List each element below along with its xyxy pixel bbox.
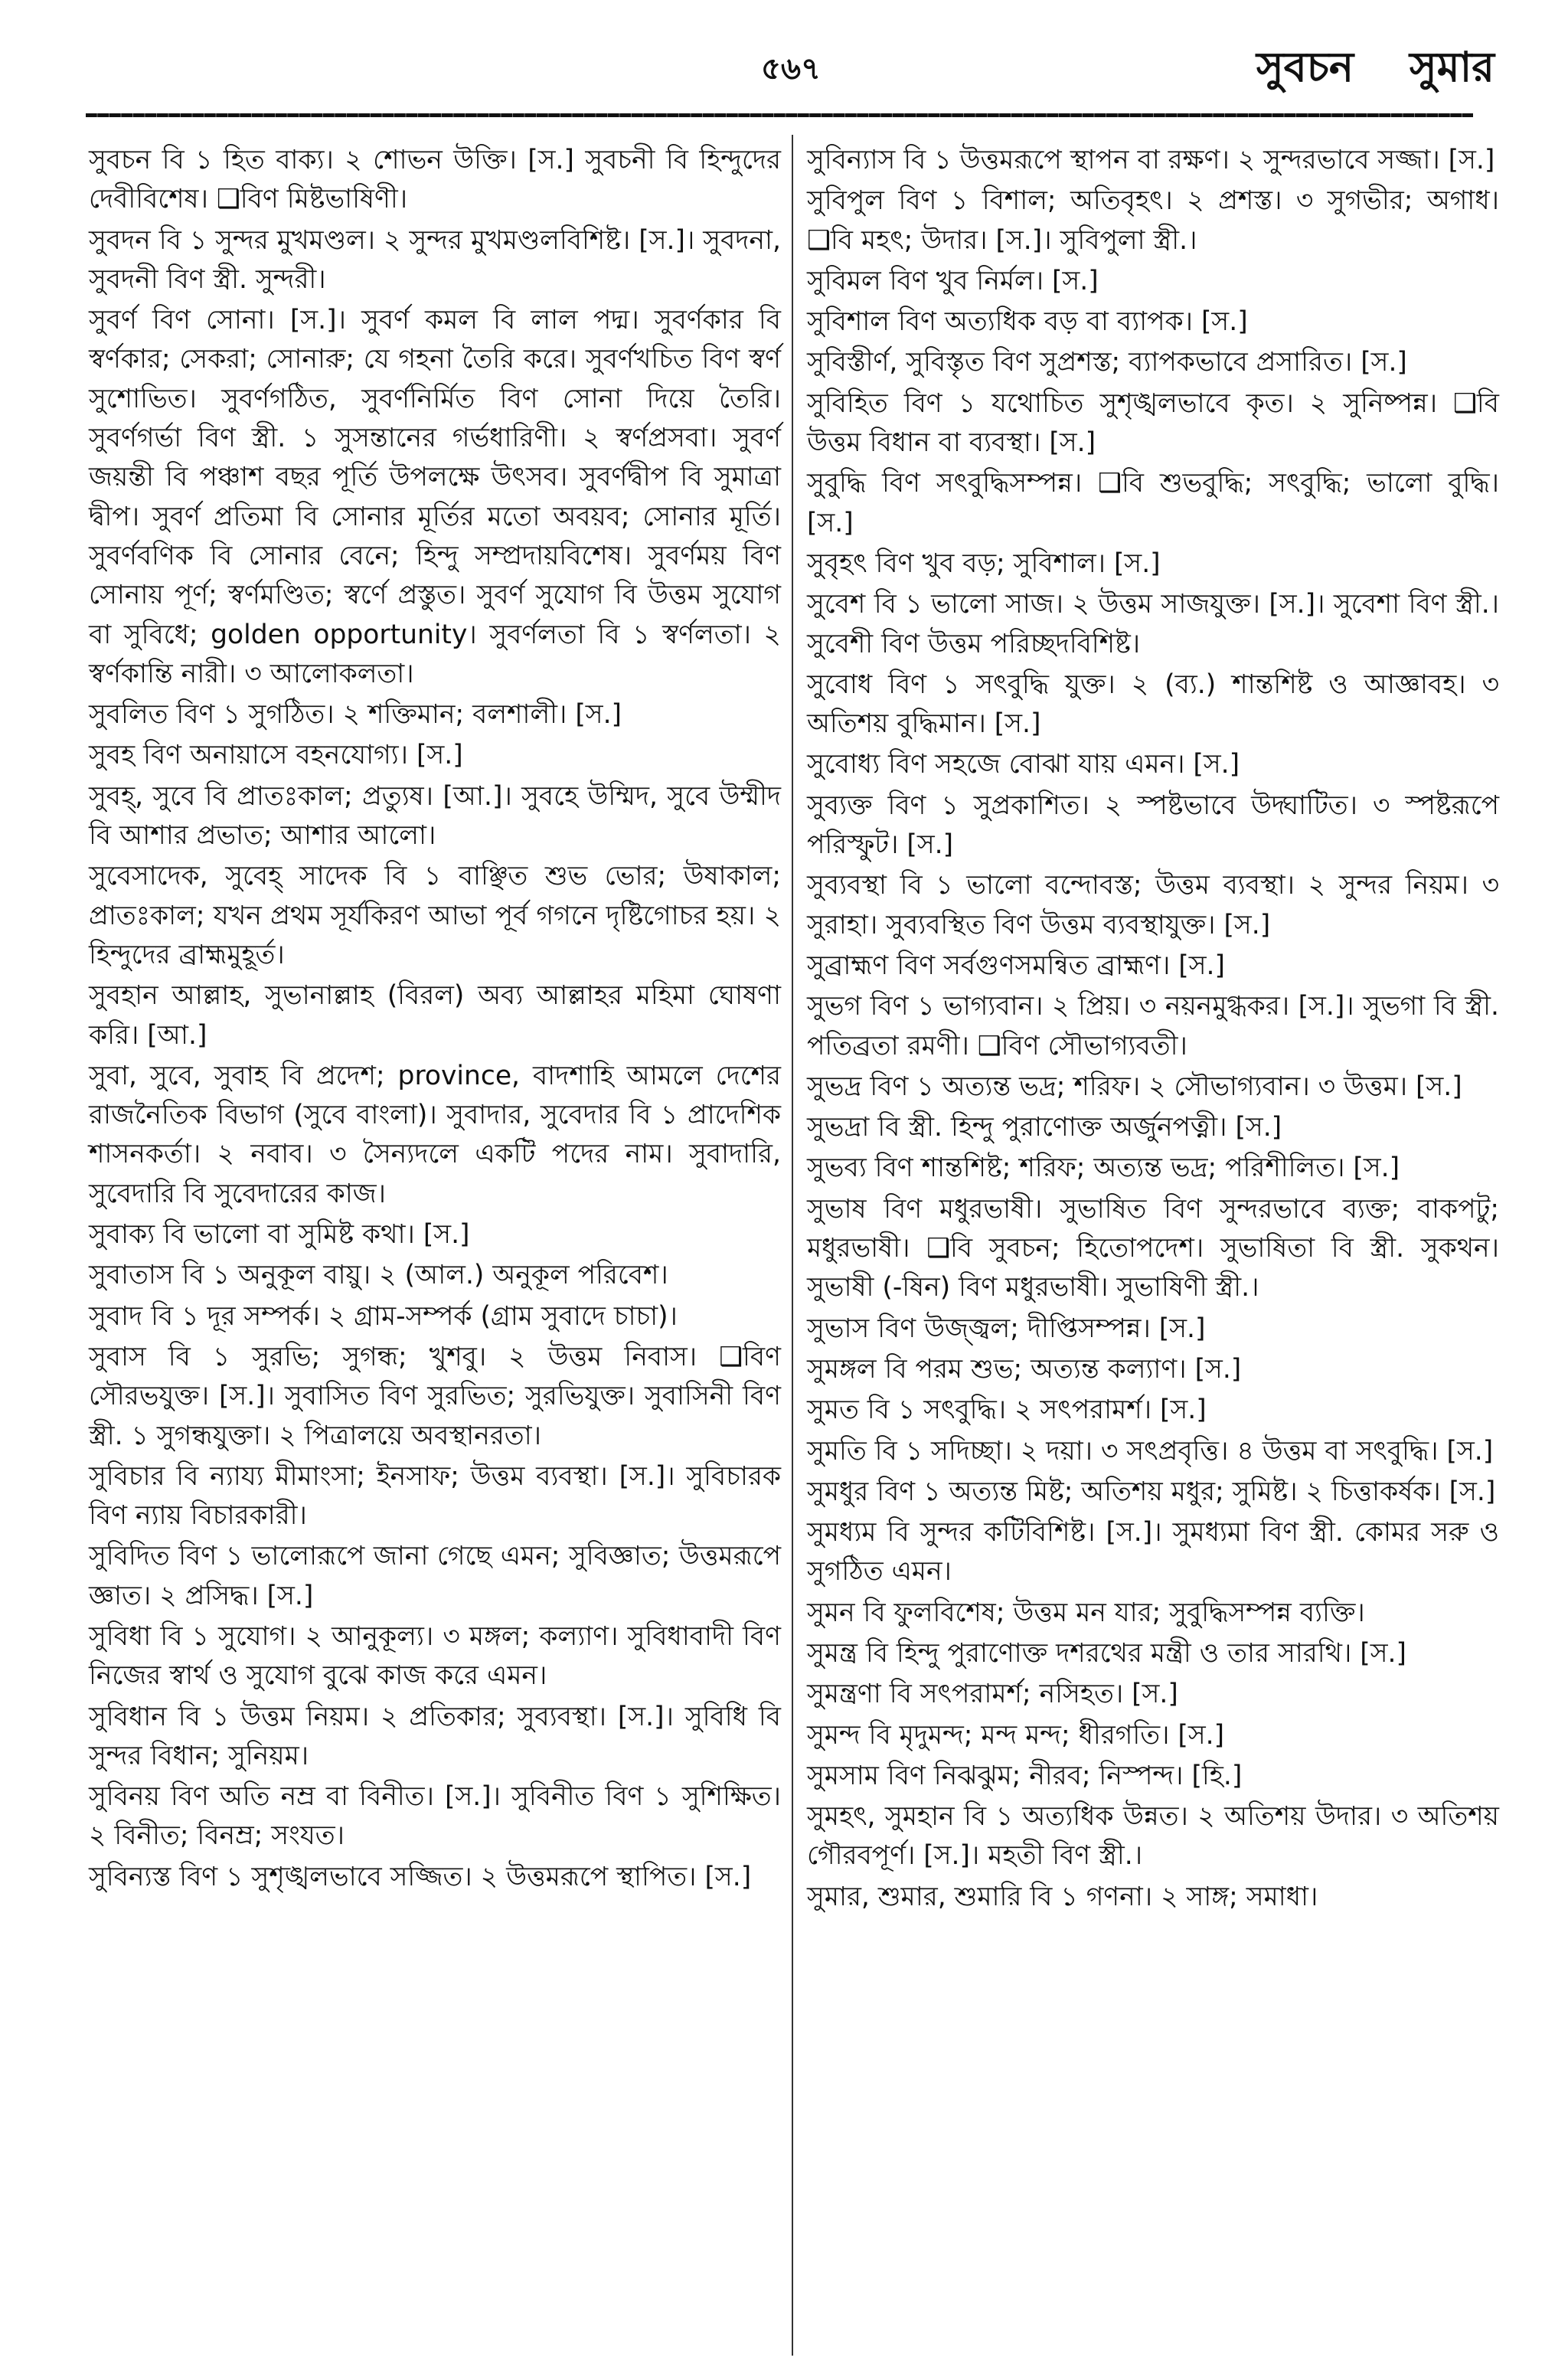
entry-text: সুবহ বিণ অনায়াসে বহনযোগ্য। [স.] <box>89 740 463 771</box>
entry-text: সুবাক্য বি ভালো বা সুমিষ্ট কথা। [স.] <box>89 1219 470 1251</box>
dictionary-entry <box>807 585 1499 664</box>
dictionary-entry <box>89 141 781 220</box>
entry-text: সুবেসাদেক, সুবেহ্ সাদেক বি ১ বাঞ্ছিত শুভ ভোর; উষাকাল; প্রাতঃকাল; যখন প্রথম সূর্যকিরণ আভা পূর্ব গগনে দৃষ্টিগোচর হয়। ২ হিন্দুদের ব্রাহ্মমুহূর্ত। <box>89 861 781 970</box>
entry-text: সুমধ্যম বি সুন্দর কটিবিশিষ্ট। [স.]। সুমধ্যমা বিণ স্ত্রী. কোমর সরু ও সুগঠিত এমন। <box>807 1517 1499 1588</box>
dictionary-entry <box>807 1473 1499 1512</box>
dictionary-entry <box>807 1594 1499 1633</box>
dictionary-entry <box>807 1432 1499 1471</box>
entry-text: সুবহান আল্লাহ, সুভানাল্লাহ (বিরল) অব্য আল্লাহর মহিমা ঘোষণা করি। [আ.] <box>89 980 781 1051</box>
entry-text: সুবাস বি ১ সুরভি; সুগন্ধ; খুশবু। ২ উত্তম নিবাস। ❑বিণ সৌরভযুক্ত। [স.]। সুবাসিত বিণ সুরভিত; সুরভিযুক্ত। সুবাসিনী বিণ স্ত্রী. ১ সুগন্ধযুক্তা। ২ পিত্রালয়ে অবস্থানরতা। <box>89 1341 781 1451</box>
entry-text: সুমন্দ বি মৃদুমন্দ; মন্দ মন্দ; ধীরগতি। [স.] <box>807 1719 1225 1751</box>
dictionary-entry <box>807 181 1499 260</box>
dictionary-entry <box>807 1513 1499 1592</box>
column-divider <box>792 135 793 2356</box>
entry-text: সুব্যক্ত বিণ ১ সুপ্রকাশিত। ২ স্পষ্টভাবে উদ্ঘাটিত। ৩ স্পষ্টরূপে পরিস্ফুট। [স.] <box>807 790 1499 861</box>
dictionary-entry <box>807 1391 1499 1430</box>
entry-text: সুবৃহৎ বিণ খুব বড়; সুবিশাল। [স.] <box>807 548 1161 579</box>
entry-text: সুমহৎ, সুমহান বি ১ অত্যধিক উন্নত। ২ অতিশয় উদার। ৩ অতিশয় গৌরবপূর্ণ। [স.]। মহতী বিণ স্ত্রী.। <box>807 1801 1499 1872</box>
dictionary-entry <box>807 665 1499 744</box>
entry-text: সুমন্ত্রণা বি সৎপরামর্শ; নসিহত। [স.] <box>807 1679 1178 1710</box>
entry-text: সুবহ্, সুবে বি প্রাতঃকাল; প্রত্যুষ। [আ.]। সুবহে উম্মিদ, সুবে উম্মীদ বি আশার প্রভাত; আশার আলো। <box>89 780 781 852</box>
entry-text: সুবিশাল বিণ অত্যধিক বড় বা ব্যাপক। [স.] <box>807 306 1248 338</box>
entry-text: সুবিমল বিণ খুব নির্মল। [স.] <box>807 265 1099 296</box>
dictionary-entry <box>89 695 781 734</box>
dictionary-entry <box>89 1338 781 1456</box>
dictionary-entry <box>807 1757 1499 1796</box>
entry-text: সুভগ বিণ ১ ভাগ্যবান। ২ প্রিয়। ৩ নয়নমুগ্ধকর। [স.]। সুভগা বি স্ত্রী. পতিব্রতা রমণী। ❑বিণ সৌভাগ্যবতী। <box>807 991 1499 1061</box>
entry-text: সুভাষ বিণ মধুরভাষী। সুভাষিত বিণ সুন্দরভাবে ব্যক্ত; বাকপটু; মধুরভাষী। ❑বি সুবচন; হিতোপদেশ। সুভাষিতা বি স্ত্রী. সুকথন। সুভাষী (-ষিন) বিণ মধুরভাষী। সুভাষিণী স্ত্রী.। <box>807 1193 1499 1303</box>
header-rule <box>86 113 1473 117</box>
entry-text: সুমসাম বিণ নিঝঝুম; নীরব; নিস্পন্দ। [হি.] <box>807 1760 1243 1791</box>
entry-text: সুবিহিত বিণ ১ যথোচিত সুশৃঙ্খলভাবে কৃত। ২ সুনিষ্পন্ন। ❑বি উত্তম বিধান বা ব্যবস্থা। [স.] <box>807 387 1499 459</box>
entry-text: সুবিন্যস্ত বিণ ১ সুশৃঙ্খলভাবে সজ্জিত। ২ উত্তমরূপে স্থাপিত। [স.] <box>89 1861 752 1892</box>
entry-text: সুমধুর বিণ ১ অত্যন্ত মিষ্ট; অতিশয় মধুর; সুমিষ্ট। ২ চিত্তাকর্ষক। [স.] <box>807 1476 1496 1507</box>
dictionary-entry <box>807 1190 1499 1308</box>
dictionary-entry <box>89 1457 781 1536</box>
dictionary-entry <box>89 857 781 975</box>
entry-text: সুবাতাস বি ১ অনুকূল বায়ু। ২ (আল.) অনুকূল পরিবেশ। <box>89 1260 668 1291</box>
entry-text: সুবিপুল বিণ ১ বিশাল; অতিবৃহৎ। ২ প্রশস্ত। ৩ সুগভীর; অগাধ। ❑বি মহৎ; উদার। [স.]। সুবিপুলা স্ত্রী.। <box>807 185 1499 256</box>
entry-text: সুমন্ত্র বি হিন্দু পুরাণোক্ত দশরথের মন্ত্রী ও তার সারথি। [স.] <box>807 1637 1406 1669</box>
dictionary-entry <box>807 1878 1499 1917</box>
entry-text: সুব্রাহ্মণ বিণ সর্বগুণসমন্বিত ব্রাহ্মণ। [স.] <box>807 950 1225 981</box>
dictionary-entry <box>807 987 1499 1066</box>
dictionary-entry <box>89 221 781 300</box>
dictionary-entry <box>89 1698 781 1777</box>
entry-text: সুবর্ণ বিণ সোনা। [স.]। সুবর্ণ কমল বি লাল পদ্ম। সুবর্ণকার বি স্বর্ণকার; সেকরা; সোনারু; যে গহনা তৈরি করে। সুবর্ণখচিত বিণ স্বর্ণ সুশোভিত। সুবর্ণগঠিত, সুবর্ণনির্মিত বিণ সোনা দিয়ে তৈরি। সুবর্ণগর্ভা বিণ স্ত্রী. ১ সুসন্তানের গর্ভধারিণী। ২ স্বর্ণপ্রসবা। সুবর্ণ জয়ন্তী বি পঞ্চাশ বছর পূর্তি উপলক্ষে উৎসব। সুবর্ণদ্বীপ বি সুমাত্রা দ্বীপ। সুবর্ণ প্রতিমা বি সোনার মূর্তির মতো অবয়ব; সোনার মূর্তি। সুবর্ণবণিক বি সোনার বেনে; হিন্দু সম্প্রদায়বিশেষ। সুবর্ণময় বিণ সোনায় পূর্ণ; স্বর্ণমণ্ডিত; স্বর্ণে প্রস্তুত। সুবর্ণ সুযোগ বি উত্তম সুযোগ বা সুবিধে; golden opportunity। সুবর্ণলতা বি ১ স্বর্ণলতা। ২ স্বর্ণকান্তি নারী। ৩ আলোকলতা। <box>89 305 781 689</box>
entry-text: সুবিস্তীর্ণ, সুবিস্তৃত বিণ সুপ্রশস্ত; ব্যাপকভাবে প্রসারিত। [স.] <box>807 347 1407 378</box>
entry-text: সুবিন্যাস বি ১ উত্তমরূপে স্থাপন বা রক্ষণ। ২ সুন্দরভাবে সজ্জা। [স.] <box>807 145 1495 175</box>
entry-text: সুবোধ বিণ ১ সৎবুদ্ধি যুক্ত। ২ (ব্য.) শান্তশিষ্ট ও আজ্ঞাবহ। ৩ অতিশয় বুদ্ধিমান। [স.] <box>807 669 1499 740</box>
entry-text: সুবদন বি ১ সুন্দর মুখমণ্ডল। ২ সুন্দর মুখমণ্ডলবিশিষ্ট। [স.]। সুবদনা, সুবদনী বিণ স্ত্রী. সুন্দরী। <box>89 224 781 295</box>
dictionary-entry <box>89 1256 781 1295</box>
dictionary-entry <box>807 1310 1499 1349</box>
entry-text: সুভদ্র বিণ ১ অত্যন্ত ভদ্র; শরিফ। ২ সৌভাগ্যবান। ৩ উত্তম। [স.] <box>807 1071 1462 1102</box>
dictionary-entry <box>89 736 781 775</box>
dictionary-entry <box>89 1215 781 1254</box>
dictionary-entry <box>807 262 1499 301</box>
dictionary-entry <box>807 1149 1499 1188</box>
dictionary-entry <box>807 1068 1499 1107</box>
dictionary-entry <box>89 1777 781 1856</box>
dictionary-entry <box>807 786 1499 865</box>
dictionary-entry <box>807 1108 1499 1147</box>
entry-text: সুমত বি ১ সৎবুদ্ধি। ২ সৎপরামর্শ। [স.] <box>807 1395 1207 1426</box>
entry-text: সুবিচার বি ন্যায্য মীমাংসা; ইনসাফ; উত্তম ব্যবস্থা। [স.]। সুবিচারক বিণ ন্যায় বিচারকারী। <box>89 1460 781 1532</box>
dictionary-entry <box>89 976 781 1055</box>
dictionary-entry <box>807 1716 1499 1755</box>
right-column <box>807 141 1499 1918</box>
dictionary-entry <box>807 866 1499 945</box>
entry-text: সুবিনয় বিণ অতি নম্র বা বিনীত। [স.]। সুবিনীত বিণ ১ সুশিক্ষিত। ২ বিনীত; বিনম্র; সংযত। <box>89 1781 781 1852</box>
dictionary-entry <box>807 745 1499 784</box>
entry-text: সুমঙ্গল বি পরম শুভ; অত্যন্ত কল্যাণ। [স.] <box>807 1353 1242 1385</box>
page-header <box>0 0 1568 100</box>
dictionary-entry <box>807 1634 1499 1673</box>
entry-text: সুবোধ্য বিণ সহজে বোঝা যায় এমন। [স.] <box>807 749 1240 780</box>
left-column <box>89 141 781 1898</box>
entry-text: সুভাস বিণ উজ্জ্বল; দীপ্তিসম্পন্ন। [স.] <box>807 1313 1206 1344</box>
dictionary-entry <box>807 141 1499 180</box>
entry-text: সুমার, শুমার, শুমারি বি ১ গণনা। ২ সাঙ্গ; সমাধা। <box>807 1881 1318 1912</box>
entry-text: সুভদ্রা বি স্ত্রী. হিন্দু পুরাণোক্ত অর্জুনপত্নী। [স.] <box>807 1112 1282 1143</box>
entry-text: সুমন বি ফুলবিশেষ; উত্তম মন যার; সুবুদ্ধিসম্পন্ন ব্যক্তি। <box>807 1597 1365 1628</box>
dictionary-entry <box>89 301 781 694</box>
dictionary-entry <box>807 464 1499 543</box>
guide-word-last: সুমার <box>1409 43 1494 91</box>
entry-text: সুবিধা বি ১ সুযোগ। ২ আনুকূল্য। ৩ মঙ্গল; কল্যাণ। সুবিধাবাদী বিণ নিজের স্বার্থ ও সুযোগ বুঝে কাজ করে এমন। <box>89 1620 781 1692</box>
entry-text: সুব্যবস্থা বি ১ ভালো বন্দোবস্ত; উত্তম ব্যবস্থা। ২ সুন্দর নিয়ম। ৩ সুরাহা। সুব্যবস্থিত বিণ উত্তম ব্যবস্থাযুক্ত। [স.] <box>807 870 1499 940</box>
entry-text: সুমতি বি ১ সদিচ্ছা। ২ দয়া। ৩ সৎপ্রবৃত্তি। ৪ উত্তম বা সৎবুদ্ধি। [স.] <box>807 1435 1494 1467</box>
dictionary-entry <box>89 1297 781 1336</box>
dictionary-entry <box>89 1858 781 1897</box>
dictionary-entry <box>807 384 1499 463</box>
entry-text: সুবচন বি ১ হিত বাক্য। ২ শোভন উক্তি। [স.] সুবচনী বি হিন্দুদের দেবীবিশেষ। ❑বিণ মিষ্টভাষিণী। <box>89 145 781 215</box>
page-number: ৫৬৭ <box>761 51 821 87</box>
dictionary-entry <box>807 343 1499 382</box>
entry-text: সুবিদিত বিণ ১ ভালোরূপে জানা গেছে এমন; সুবিজ্ঞাত; উত্তমরূপে জ্ঞাত। ২ প্রসিদ্ধ। [স.] <box>89 1541 781 1611</box>
dictionary-entry <box>807 544 1499 584</box>
dictionary-entry <box>89 777 781 856</box>
entry-text: সুবাদ বি ১ দূর সম্পর্ক। ২ গ্রাম-সম্পর্ক (গ্রাম সুবাদে চাচা)। <box>89 1300 678 1332</box>
dictionary-entry <box>807 1350 1499 1389</box>
dictionary-entry <box>807 947 1499 986</box>
guide-word-first: সুবচন <box>1256 43 1354 91</box>
entry-text: সুবেশ বি ১ ভালো সাজ। ২ উত্তম সাজযুক্ত। [স.]। সুবেশা বিণ স্ত্রী.। সুবেশী বিণ উত্তম পরিচ্ছদবিশিষ্ট। <box>807 589 1499 659</box>
entry-text: সুবা, সুবে, সুবাহ বি প্রদেশ; province, বাদশাহি আমলে দেশের রাজনৈতিক বিভাগ (সুবে বাংলা)। সুবাদার, সুবেদার বি ১ প্রাদেশিক শাসনকর্তা। ২ নবাব। ৩ সৈন্যদলে একটি পদের নাম। সুবাদারি, সুবেদারি বি সুবেদারের কাজ। <box>89 1060 781 1209</box>
dictionary-entry <box>807 1675 1499 1714</box>
entry-text: সুবলিত বিণ ১ সুগঠিত। ২ শক্তিমান; বলশালী। [স.] <box>89 699 622 731</box>
dictionary-entry <box>89 1617 781 1696</box>
guide-words <box>1215 35 1494 104</box>
dictionary-entry <box>807 302 1499 342</box>
dictionary-entry <box>89 1057 781 1214</box>
entry-text: সুবিধান বি ১ উত্তম নিয়ম। ২ প্রতিকার; সুব্যবস্থা। [স.]। সুবিধি বি সুন্দর বিধান; সুনিয়ম। <box>89 1701 781 1771</box>
entry-text: সুভব্য বিণ শান্তশিষ্ট; শরিফ; অত্যন্ত ভদ্র; পরিশীলিত। [স.] <box>807 1153 1400 1184</box>
dictionary-entry <box>807 1797 1499 1876</box>
entry-text: সুবুদ্ধি বিণ সৎবুদ্ধিসম্পন্ন। ❑বি শুভবুদ্ধি; সৎবুদ্ধি; ভালো বুদ্ধি। [স.] <box>807 468 1499 538</box>
dictionary-entry <box>89 1537 781 1616</box>
